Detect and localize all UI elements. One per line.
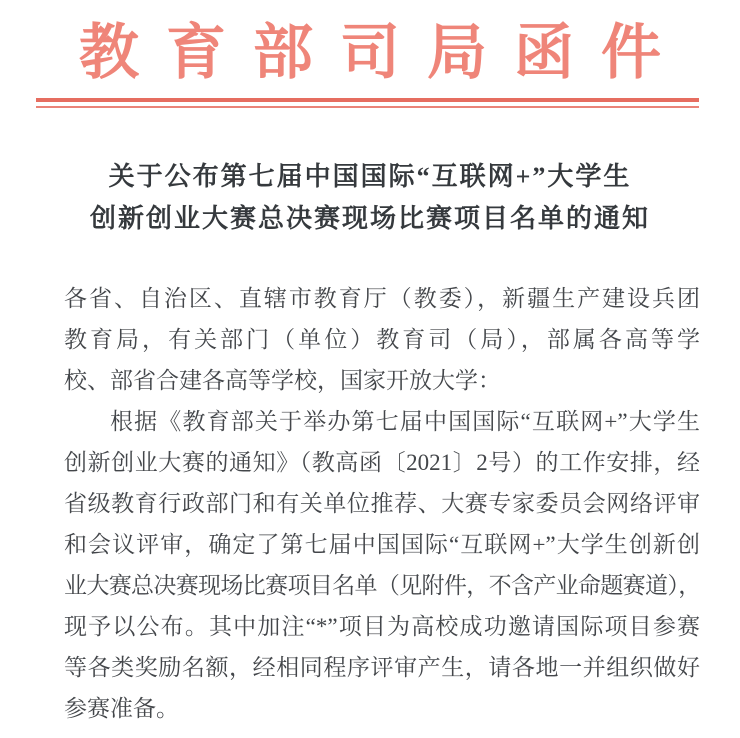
body-line: 业大赛总决赛现场比赛项目名单（见附件，不含产业命题赛道）， — [64, 573, 700, 598]
body-line: 创新创业大赛的通知》（教高函〔2021〕2号）的工作安排，经 — [64, 450, 700, 475]
body-line: 和会议评审，确定了第七届中国国际“互联网+”大学生创新创 — [64, 532, 700, 557]
body-line: 教育局，有关部门（单位）教育司（局），部属各高等学 — [64, 327, 700, 352]
document-title-line-2: 创新创业大赛总决赛现场比赛项目名单的通知 — [89, 204, 650, 233]
letterhead-rule-thick — [36, 98, 699, 102]
body-line: 各省、自治区、直辖市教育厅（教委），新疆生产建设兵团 — [64, 286, 700, 311]
body-line: 等各类奖励名额，经相同程序评审产生，请各地一并组织做好 — [64, 655, 700, 680]
body-line: 根据《教育部关于举办第七届中国国际“互联网+”大学生 — [110, 409, 700, 434]
body-line: 参赛准备。 — [64, 696, 179, 721]
body-line: 校、部省合建各高等学校，国家开放大学： — [64, 368, 501, 393]
document-title-line-1: 关于公布第七届中国国际“互联网+”大学生 — [108, 162, 632, 191]
document-body — [64, 278, 700, 729]
document-title — [0, 156, 740, 240]
body-line: 省级教育行政部门和有关单位推荐、大赛专家委员会网络评审 — [64, 491, 700, 516]
letterhead-rule-thin — [36, 106, 699, 108]
letterhead-title: 教育部司局函件 — [79, 20, 688, 86]
body-line: 现予以公布。其中加注“*”项目为高校成功邀请国际项目参赛 — [64, 614, 700, 639]
